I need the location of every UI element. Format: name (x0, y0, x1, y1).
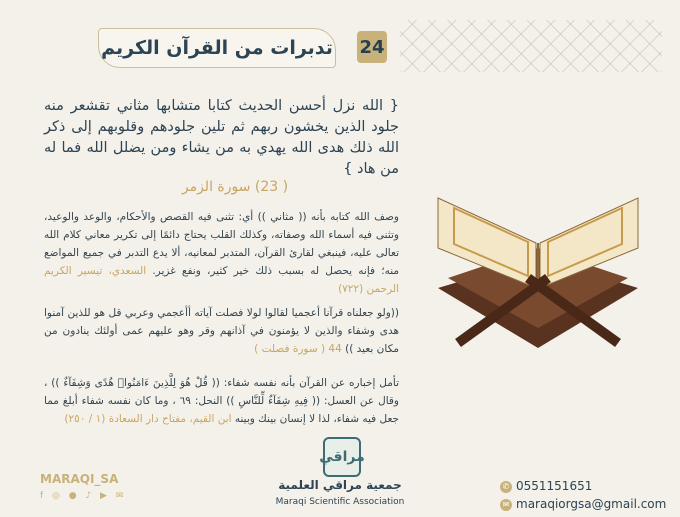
tafsir-paragraph-3-text: تأمل إخباره عن القرآن بأنه نفسه شفاء: (( قُلْ هُوَ لِلَّذِينَ ءَامَنُوا۟ هُدًى وَشِفَآءٌ )) ، وقال عن العسل: (( فِيهِ شِفَآءٌ لِّلنَّاسِ )) النحل: ٦٩ ، وما كان نفسه شفاء أبلغ مما جعل فيه شفاء، لذا لا إنسان بينك وبينه (44, 377, 399, 425)
quran-on-stand-illustration (418, 158, 658, 358)
association-name-arabic: جمعية مراقي العلمية (278, 478, 402, 492)
verse-reference: ( 23) سورة الزمر (181, 179, 289, 195)
tafsir-paragraph-2-text: ((ولو جعلناه قرآنا أعجميا لقالوا لولا فصلت آياته أأعجمي وعربي قل هو للذين آمنوا هدى وشفاء والذين لا يؤمنون في آذانهم وقر وهو عليهم عمى أولئك ينادون من مكان بعيد )) (44, 307, 399, 355)
verse-text: { الله نزل أحسن الحديث كتابا متشابها مثاني تقشعر منه جلود الذين يخشون ربهم ثم تلين جلودهم وقلوبهم إلى ذكر الله ذلك هدى الله يهدي به من يشاء ومن يضلل الله فما له من هاد } (44, 98, 399, 177)
email-address: maraqiorgsa@gmail.com (516, 497, 667, 511)
social-icons[interactable]: f ◎ ● ♪ ▶ ✉ (40, 491, 127, 501)
whatsapp-icon: ✆ (500, 481, 512, 493)
phone-contact[interactable] (500, 479, 592, 493)
tafsir-paragraph-1 (44, 208, 399, 298)
tafsir-paragraph-2-source: 44 ( سورة فصلت ) (254, 343, 342, 355)
decorative-pattern (400, 20, 662, 72)
tafsir-paragraph-3-source: ابن القيم، مفتاح دار السعادة (١ / ٢٥٠) (64, 413, 232, 425)
email-contact[interactable] (500, 497, 666, 511)
lesson-number-badge: 24 (357, 31, 387, 63)
association-name-english: Maraqi Scientific Association (275, 497, 405, 507)
tafsir-paragraph-3 (44, 374, 399, 428)
tafsir-paragraph-2 (44, 304, 399, 358)
title-banner (98, 28, 336, 68)
page-title: تدبرات من القرآن الكريم (101, 37, 333, 59)
email-icon: ✉ (500, 499, 512, 511)
association-logo: مراقي (323, 437, 361, 477)
tafsir-paragraph-1-text: وصف الله كتابه بأنه (( مثاني )) أي: تثنى فيه القصص والأحكام، والوعد والوعيد، وتثنى فيه أسماء الله وصفاته، وكذلك القلب يحتاج دائمًا إلى تكرير معاني كلام الله تعالى عليه، فينبغي لقارئ القرآن، المتدبر لمعانيه، ألا يدع التدبر في جميع المواضع منه؛ فإنه يحصل له بسبب ذلك خير كثير، ونفع غزير. (44, 211, 399, 277)
phone-number: 0551151651 (516, 479, 593, 493)
tafsir-paragraph-1-source: السعدي، تيسير الكريم الرحمن (٧٢٢) (44, 265, 399, 295)
brand-handle: MARAQI_SA (40, 472, 119, 486)
